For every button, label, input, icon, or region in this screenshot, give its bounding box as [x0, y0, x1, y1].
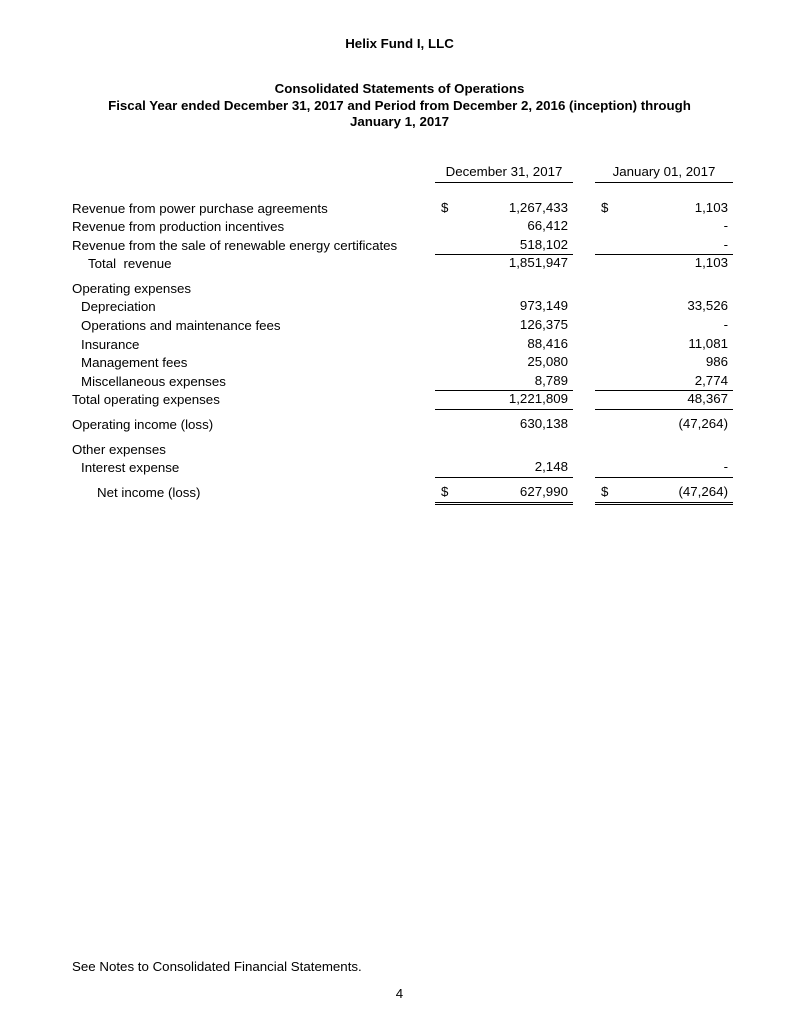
- cell-jan-01-2017: [595, 237, 733, 256]
- cell-jan-01-2017: [595, 298, 733, 317]
- table-row: [72, 298, 733, 317]
- cell-value: -: [723, 236, 728, 252]
- cell-value: 33,526: [687, 298, 728, 314]
- cell-value: (47,264): [678, 416, 728, 432]
- cell-jan-01-2017: [595, 391, 733, 410]
- table-row: [72, 484, 733, 503]
- table-row: [72, 391, 733, 410]
- cell-value: 1,851,947: [508, 255, 568, 271]
- document-header: [0, 0, 799, 131]
- cell-value: 25,080: [527, 354, 568, 370]
- cell-dec-31-2017: [435, 373, 573, 392]
- row-label: Total revenue: [88, 256, 172, 272]
- row-label: Management fees: [81, 355, 188, 371]
- table-row: [72, 441, 733, 460]
- dollar-sign: $: [441, 483, 449, 499]
- cell-jan-01-2017: [595, 255, 733, 274]
- table-row: [72, 416, 733, 435]
- cell-jan-01-2017: [595, 336, 733, 355]
- table-row: [72, 354, 733, 373]
- cell-dec-31-2017: [435, 218, 573, 237]
- cell-dec-31-2017: [435, 354, 573, 373]
- cell-value: 11,081: [688, 335, 728, 351]
- cell-dec-31-2017: [435, 391, 573, 410]
- statement-title-block: [0, 81, 799, 131]
- row-label: Other expenses: [72, 441, 166, 457]
- cell-value: 1,103: [694, 255, 728, 271]
- dollar-sign: $: [441, 199, 449, 215]
- cell-value: -: [723, 459, 728, 475]
- statement-title: Consolidated Statements of Operations: [274, 81, 525, 96]
- cell-jan-01-2017: [595, 200, 733, 219]
- cell-value: 973,149: [519, 298, 568, 314]
- cell-jan-01-2017: [595, 416, 733, 435]
- statement-period-line-2: January 1, 2017: [349, 114, 450, 129]
- row-label: Net income (loss): [97, 485, 201, 501]
- cell-dec-31-2017: [435, 459, 573, 478]
- page-number: 4: [395, 986, 404, 1001]
- cell-value: -: [723, 317, 728, 333]
- table-row: [72, 200, 733, 219]
- cell-value: 627,990: [519, 483, 568, 499]
- row-label: Operating income (loss): [72, 417, 214, 433]
- footer-note: See Notes to Consolidated Financial Statements.: [72, 959, 362, 974]
- table-row: [72, 373, 733, 392]
- cell-value: 630,138: [519, 416, 568, 432]
- table-row: [72, 237, 733, 256]
- cell-dec-31-2017: [435, 298, 573, 317]
- row-label: Insurance: [81, 336, 140, 352]
- cell-value: 1,221,809: [508, 391, 568, 407]
- column-header-dec-31-2017: December 31, 2017: [435, 164, 573, 183]
- cell-dec-31-2017: [435, 200, 573, 219]
- dollar-sign: $: [601, 483, 609, 499]
- statement-rows: [72, 200, 733, 503]
- cell-dec-31-2017: [435, 237, 573, 256]
- row-label: Operating expenses: [72, 280, 192, 296]
- cell-jan-01-2017: [595, 459, 733, 478]
- cell-value: 986: [705, 354, 728, 370]
- statement-table: [72, 164, 733, 503]
- statement-period-line-1: Fiscal Year ended December 31, 2017 and Period from December 2, 2016 (inception) through: [108, 97, 691, 113]
- row-label: Interest expense: [81, 460, 180, 476]
- cell-value: 1,267,433: [508, 199, 568, 215]
- row-label: Revenue from power purchase agreements: [72, 200, 328, 216]
- row-label: Miscellaneous expenses: [81, 373, 226, 389]
- cell-dec-31-2017: [435, 317, 573, 336]
- cell-dec-31-2017: [435, 336, 573, 355]
- table-row: [72, 218, 733, 237]
- table-row: [72, 255, 733, 274]
- row-label: Depreciation: [81, 299, 156, 315]
- column-header-jan-01-2017: January 01, 2017: [595, 164, 733, 183]
- company-name: Helix Fund I, LLC: [345, 36, 454, 51]
- row-label: Revenue from the sale of renewable energy certificates: [72, 237, 398, 253]
- cell-value: 126,375: [519, 317, 568, 333]
- cell-value: 66,412: [527, 218, 568, 234]
- cell-value: 1,103: [694, 199, 728, 215]
- cell-value: (47,264): [678, 483, 728, 499]
- table-row: [72, 459, 733, 478]
- cell-value: -: [723, 218, 728, 234]
- row-label: Operations and maintenance fees: [81, 318, 281, 334]
- dollar-sign: $: [601, 199, 609, 215]
- column-header-row: [72, 164, 733, 183]
- cell-value: 8,789: [534, 372, 568, 388]
- table-row: [72, 336, 733, 355]
- cell-dec-31-2017: [435, 255, 573, 274]
- cell-value: 48,367: [687, 391, 728, 407]
- cell-dec-31-2017: [435, 484, 573, 503]
- cell-jan-01-2017: [595, 354, 733, 373]
- cell-value: 88,416: [527, 335, 568, 351]
- cell-value: 2,148: [534, 459, 568, 475]
- row-label: Revenue from production incentives: [72, 219, 285, 235]
- cell-value: 518,102: [519, 236, 568, 252]
- cell-value: 2,774: [694, 372, 728, 388]
- cell-jan-01-2017: [595, 317, 733, 336]
- table-row: [72, 280, 733, 299]
- table-row: [72, 317, 733, 336]
- cell-dec-31-2017: [435, 416, 573, 435]
- cell-jan-01-2017: [595, 373, 733, 392]
- row-label: Total operating expenses: [72, 392, 220, 408]
- cell-jan-01-2017: [595, 484, 733, 503]
- cell-jan-01-2017: [595, 218, 733, 237]
